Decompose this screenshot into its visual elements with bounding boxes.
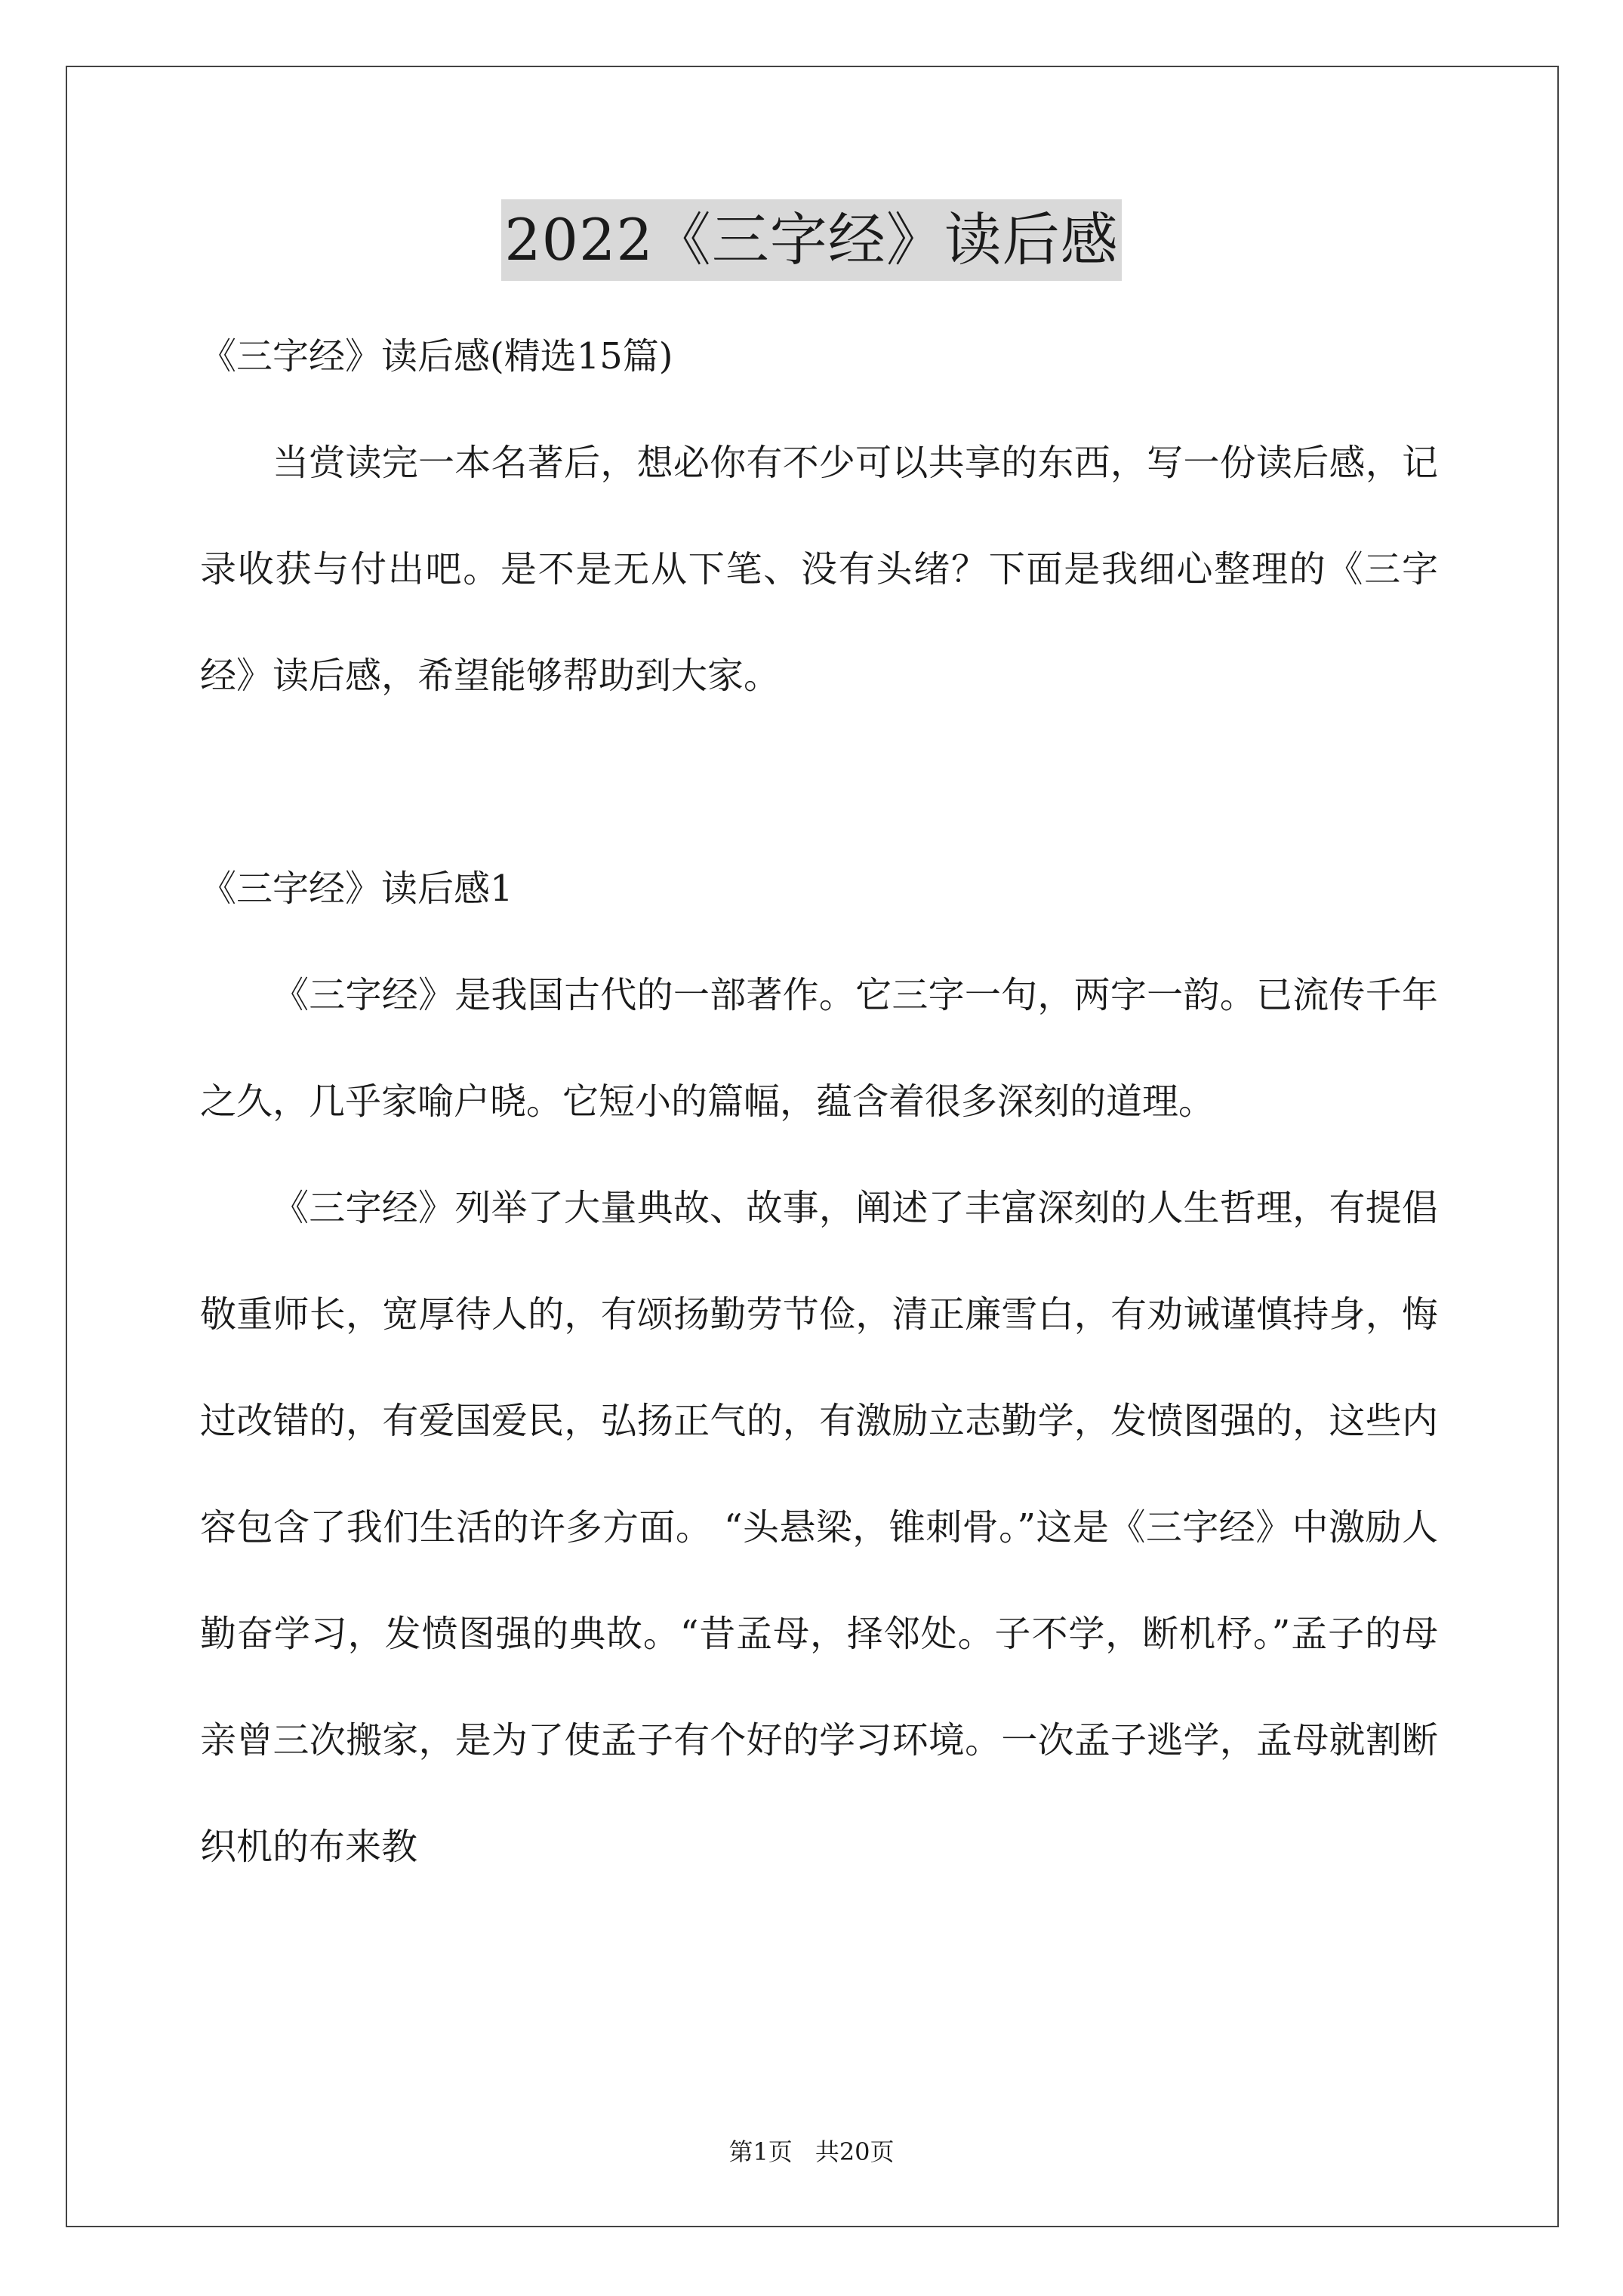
section-heading: 《三字经》读后感1 (200, 868, 513, 910)
page-footer (0, 2137, 1623, 2167)
document-title: 2022《三字经》读后感 (501, 199, 1121, 281)
page-total: 共20页 (815, 2137, 895, 2166)
intro-paragraph: 当赏读完一本名著后，想必你有不少可以共享的东西，写一份读后感，记录收获与付出吧。是不是无从下笔、没有头绪？下面是我细心整理的《三字经》读后感，希望能够帮助到大家。 (200, 442, 1438, 697)
page-number: 第1页 (728, 2137, 793, 2166)
body-paragraph-2: 《三字经》列举了大量典故、故事，阐述了丰富深刻的人生哲理，有提倡敬重师长，宽厚待人的，有颂扬勤劳节俭，清正廉雪白，有劝诫谨慎持身，悔过改错的，有爱国爱民，弘扬正气的，有激励立志勤学，发愤图强的，这些内容包含了我们生活的许多方面。 “头悬梁，锥刺骨。”这是《三字经》中激励人勤奋学习，发愤图强的典故。“昔孟母，择邻处。子不学，断机杼。”孟子的母亲曾三次搬家，是为了使孟子有个好的学习环境。一次孟子逃学，孟母就割断织机的布来教 (200, 1187, 1438, 1868)
document-subtitle: 《三字经》读后感(精选15篇) (200, 335, 673, 378)
document-body (200, 304, 1438, 1900)
body-paragraph-1: 《三字经》是我国古代的一部著作。它三字一句，两字一韵。已流传千年之久，几乎家喻户晓。它短小的篇幅，蕴含着很多深刻的道理。 (200, 974, 1438, 1123)
blank-line (200, 729, 1438, 836)
title-container (0, 199, 1623, 281)
